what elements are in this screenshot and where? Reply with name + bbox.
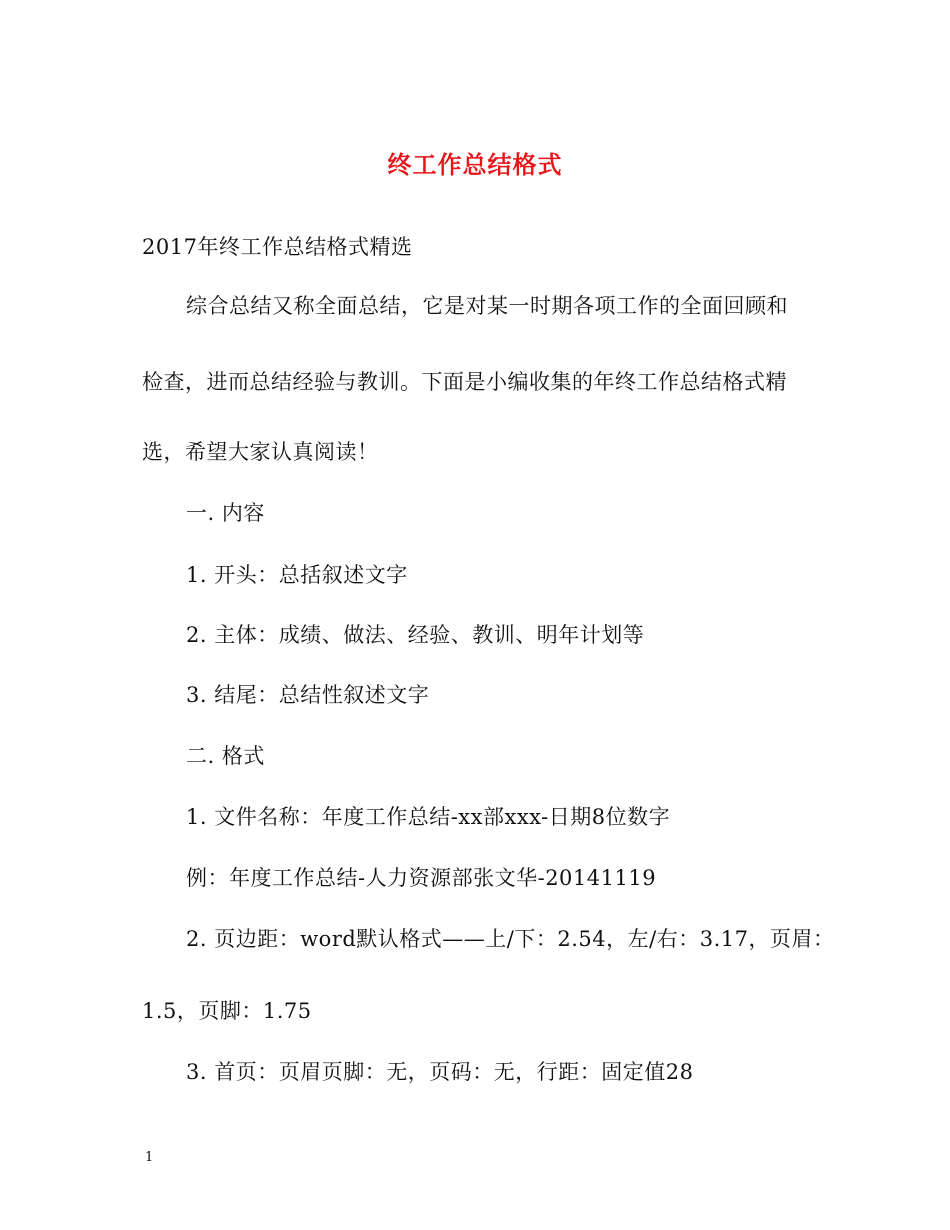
- list-item: 2. 页边距：word默认格式——上/下：2.54，左/右：3.17，页眉：: [186, 927, 835, 951]
- page-number: 1: [145, 1150, 154, 1165]
- paragraph-line: 综合总结又称全面总结，它是对某一时期各项工作的全面回顾和: [186, 294, 788, 318]
- list-item: 3. 首页：页眉页脚：无，页码：无，行距：固定值28: [186, 1060, 694, 1084]
- paragraph-line: 检查，进而总结经验与教训。下面是小编收集的年终工作总结格式精: [142, 370, 787, 394]
- section-heading-content: 一. 内容: [186, 501, 265, 525]
- list-item: 2. 主体：成绩、做法、经验、教训、明年计划等: [186, 623, 645, 647]
- paragraph-line: 1.5，页脚：1.75: [142, 999, 312, 1023]
- subtitle-line: 2017年终工作总结格式精选: [142, 235, 413, 259]
- paragraph-line: 选，希望大家认真阅读！: [142, 440, 379, 464]
- list-item: 1. 文件名称：年度工作总结-xx部xxx-日期8位数字: [186, 805, 671, 829]
- list-item: 1. 开头：总括叙述文字: [186, 563, 408, 587]
- example-line: 例：年度工作总结-人力资源部张文华-20141119: [186, 866, 657, 890]
- document-title: 终工作总结格式: [387, 150, 563, 179]
- list-item: 3. 结尾：总结性叙述文字: [186, 683, 430, 707]
- section-heading-format: 二. 格式: [186, 744, 265, 768]
